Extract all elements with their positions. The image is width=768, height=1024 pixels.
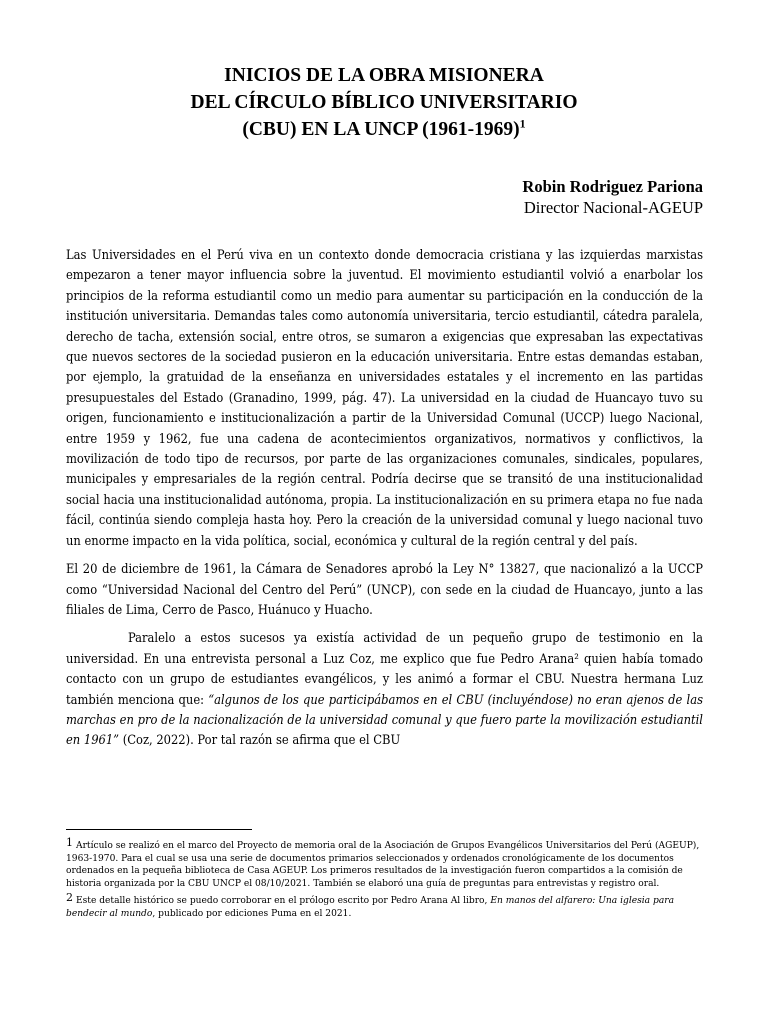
author-block [522,176,703,218]
footnote-divider [66,829,252,830]
title-line-1: INICIOS DE LA OBRA MISIONERA [224,65,544,86]
paragraph-3-end: (Coz, 2022). Por tal razón se afirma que el CBU [119,733,401,749]
title-line-3-text: (CBU) EN LA UNCP (1961-1969) [242,119,520,140]
footnote-2-book-title: En manos del alfarero: Una iglesia para bendecir al mundo [66,896,675,919]
title-footnote-ref[interactable]: 1 [519,116,526,131]
footnote-2 [66,892,703,920]
footnote-2-text-start: Este detalle histórico se puedo corroborar en el prólogo escrito por Pedro Arana Al libro, [76,896,491,906]
footnote-2-text-end: , publicado por ediciones Puma en el 2021. [152,908,352,919]
author-role: Director Nacional-AGEUP [523,198,703,217]
title-line-3 [0,116,768,143]
paragraph-3-quote: “algunos de los que participábamos en el CBU (incluyéndose) no eran ajenos de las marchas en pro de la nacionalización de la universidad comunal y que fuero parte la movilización estudiantil en 1961” [66,692,703,749]
body-text [66,246,703,752]
footnotes [66,837,703,920]
footnote-1 [66,837,703,890]
paragraph-1: Las Universidades en el Perú viva en un contexto donde democracia cristiana y las izquierdas marxistas empezaron a tener mayor influencia sobre la juventud. El movimiento estudiantil volvió a enarbolar los principios de la reforma estudiantil como un medio para aumentar su participación en la conducción de la institución universitaria. Demandas tales como autonomía universitaria, tercio estudiantil, cátedra paralela, derecho de tacha, extensión social, entre otros, se sumaron a exigencias que expresaban las expectativas que nuevos sectores de la sociedad pusieron en la educación universitaria. Entre estas demandas estaban, por ejemplo, la gratuidad de la enseñanza en universidades estatales y el incremento en las partidas presupuestales del Estado (Granadino, 1999, pág. 47). La universidad en la ciudad de Huancayo tuvo su origen, funcionamiento e institucionalización a partir de la Universidad Comunal (UCCP) luego Nacional, entre 1959 y 1962, fue una cadena de acontecimientos organizativos, normativos y conflictivos, la movilización de todo tipo de recursos, por parte de las organizaciones comunales, sindicales, populares, municipales y empresariales de la región central. Podría decirse que se transitó de una institucionalidad social hacia una institucionalidad autónoma, propia. La institucionalización en su primera etapa no fue nada fácil, continúa siendo compleja hasta hoy. Pero la creación de la universidad comunal y luego nacional tuvo un enorme impacto en la vida política, social, económica y cultural de la región central y del país. [66,248,703,549]
paragraph-3-start: Paralelo a estos sucesos ya existía actividad de un pequeño grupo de testimonio en la universidad. En una entrevista personal a Luz Coz, me explico que fue Pedro Arana² quien había tomado contacto con un grupo de estudiantes evangélicos, y les animó a formar el CBU. Nuestra hermana Luz también menciona que: [66,631,703,708]
document-title [0,62,768,143]
author-name: Robin Rodriguez Pariona [522,177,703,196]
paragraph-3 [66,629,703,751]
paragraph-2: El 20 de diciembre de 1961, la Cámara de Senadores aprobó la Ley N° 13827, que nacionalizó a la UCCP como “Universidad Nacional del Centro del Perú” (UNCP), con sede en la ciudad de Huancayo, junto a las filiales de Lima, Cerro de Pasco, Huánuco y Huacho. [66,562,703,618]
title-line-2: DEL CÍRCULO BÍBLICO UNIVERSITARIO [190,92,578,113]
footnote-1-text: Artículo se realizó en el marco del Proyecto de memoria oral de la Asociación de Grupos Evangélicos Universitarios del Perú (AGEUP), 1963-1970. Para el cual se usa una serie de documentos primarios seleccionados y ordenados cronológicamente de los documentos ordenados en la pequeña biblioteca de Casa AGEUP. Los primeros resultados de la investigación fueron compartidos a la comisión de historia organizada por la CBU UNCP el 08/10/2021. También se elaboró una guía de preguntas para entrevistas y registro oral. [66,841,700,889]
footnote-1-mark: 1 [66,836,73,849]
footnote-2-mark: 2 [66,891,73,904]
